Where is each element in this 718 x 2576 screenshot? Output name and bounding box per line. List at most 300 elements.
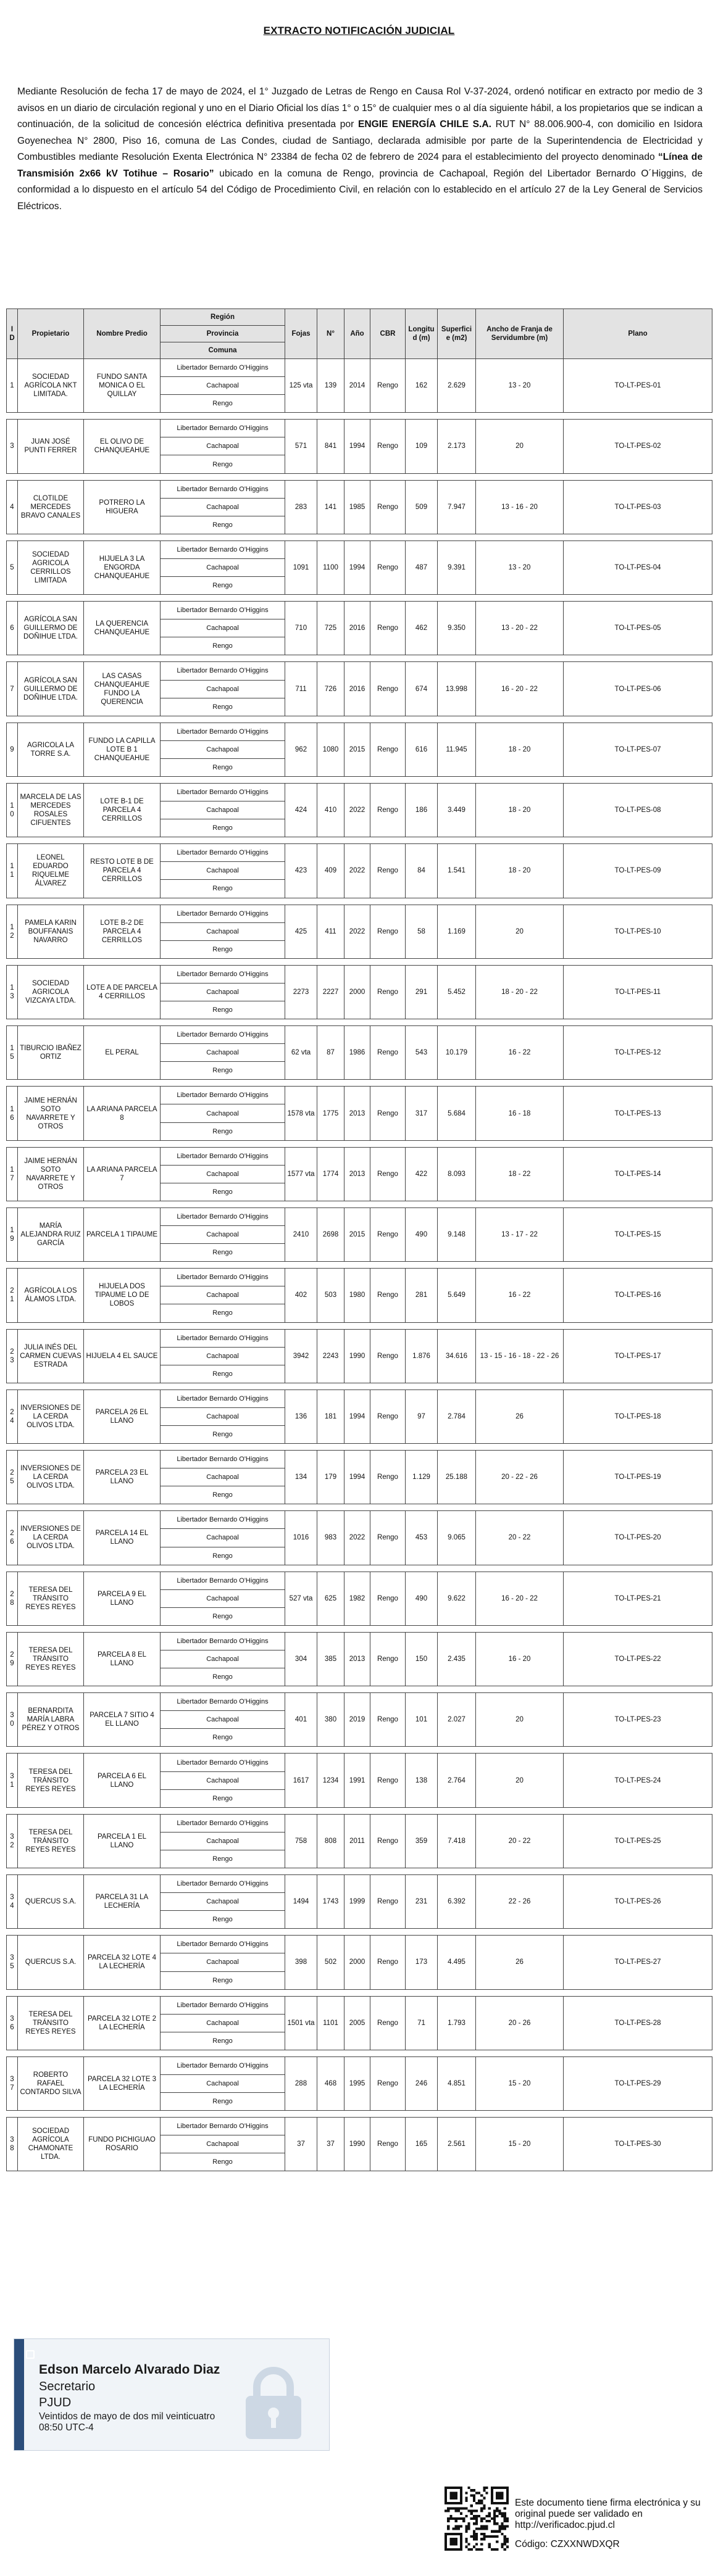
cell-region: Libertador Bernardo O'Higgins	[161, 1754, 285, 1771]
cell-region: Libertador Bernardo O'Higgins	[161, 602, 285, 619]
cell-num: 1234	[317, 1754, 344, 1807]
cell-fojas: 401	[285, 1693, 317, 1747]
cell-sup: 1.793	[438, 1996, 476, 2050]
cell-provincia: Cachapoal	[161, 1893, 285, 1911]
cell-franja: 13 - 20 - 22	[476, 602, 564, 655]
cell-anio: 1990	[344, 1329, 370, 1383]
row-spacer-cell	[7, 1686, 712, 1693]
cell-cbr: Rengo	[370, 783, 406, 837]
cell-cbr: Rengo	[370, 662, 406, 716]
row-spacer	[7, 1080, 712, 1087]
row-spacer-cell	[7, 716, 712, 723]
verification-code: Código: CZXXNWDXQR	[515, 2539, 620, 2549]
cell-region: Libertador Bernardo O'Higgins	[161, 723, 285, 740]
cell-region: Libertador Bernardo O'Higgins	[161, 783, 285, 801]
cell-region: Libertador Bernardo O'Higgins	[161, 662, 285, 680]
cell-anio: 2013	[344, 1632, 370, 1686]
cell-lon: 58	[406, 905, 438, 958]
cell-fojas: 758	[285, 1814, 317, 1868]
cell-plano: TO-LT-PES-20	[564, 1511, 712, 1565]
cell-num: 1100	[317, 540, 344, 594]
row-spacer	[7, 837, 712, 844]
cell-owner: ROBERTO RAFAEL CONTARDO SILVA	[18, 2056, 84, 2110]
cell-cbr: Rengo	[370, 2056, 406, 2110]
cell-owner: TERESA DEL TRÁNSITO REYES REYES	[18, 1754, 84, 1807]
cell-comuna: Rengo	[161, 637, 285, 655]
cell-region: Libertador Bernardo O'Higgins	[161, 1389, 285, 1407]
cell-cbr: Rengo	[370, 1996, 406, 2050]
row-spacer-cell	[7, 2050, 712, 2056]
cell-lon: 509	[406, 480, 438, 534]
cell-owner: SOCIEDAD AGRICOLA CERRILLOS LIMITADA	[18, 540, 84, 594]
row-spacer	[7, 958, 712, 965]
cell-predio: LA ARIANA PARCELA 8	[84, 1087, 161, 1140]
cell-sup: 9.148	[438, 1207, 476, 1261]
cell-lon: 173	[406, 1936, 438, 1989]
cell-region: Libertador Bernardo O'Higgins	[161, 2056, 285, 2074]
cell-predio: LOTE A DE PARCELA 4 CERRILLOS	[84, 965, 161, 1019]
cell-comuna: Rengo	[161, 1304, 285, 1322]
cell-sup: 1.169	[438, 905, 476, 958]
cell-region: Libertador Bernardo O'Higgins	[161, 844, 285, 862]
cell-fojas: 125 vta	[285, 359, 317, 413]
header-provincia: Provincia	[161, 326, 285, 342]
cell-cbr: Rengo	[370, 1754, 406, 1807]
cell-id: 12	[7, 905, 18, 958]
table-row	[7, 965, 712, 983]
cell-num: 468	[317, 2056, 344, 2110]
cell-predio: EL PERAL	[84, 1026, 161, 1080]
cell-comuna: Rengo	[161, 1244, 285, 1262]
cell-comuna: Rengo	[161, 455, 285, 473]
cell-franja: 13 - 15 - 16 - 18 - 22 - 26	[476, 1329, 564, 1383]
cell-sup: 7.418	[438, 1814, 476, 1868]
pjud-badge-icon	[26, 2350, 35, 2359]
cell-sup: 2.784	[438, 1389, 476, 1443]
table-row	[7, 844, 712, 862]
cell-lon: 246	[406, 2056, 438, 2110]
cell-sup: 2.173	[438, 420, 476, 473]
cell-comuna: Rengo	[161, 1607, 285, 1625]
cell-lon: 422	[406, 1147, 438, 1201]
row-spacer-cell	[7, 1019, 712, 1026]
row-spacer-cell	[7, 2111, 712, 2118]
cell-fojas: 283	[285, 480, 317, 534]
cell-region: Libertador Bernardo O'Higgins	[161, 1814, 285, 1832]
row-spacer	[7, 534, 712, 540]
cell-provincia: Cachapoal	[161, 1953, 285, 1971]
header-id: ID	[7, 309, 18, 359]
cell-num: 37	[317, 2118, 344, 2171]
row-spacer-cell	[7, 958, 712, 965]
cell-id: 5	[7, 540, 18, 594]
cell-fojas: 398	[285, 1936, 317, 1989]
cell-plano: TO-LT-PES-15	[564, 1207, 712, 1261]
cell-anio: 2022	[344, 905, 370, 958]
cell-owner: MARÍA ALEJANDRA RUIZ GARCÍA	[18, 1207, 84, 1261]
cell-lon: 674	[406, 662, 438, 716]
cell-id: 10	[7, 783, 18, 837]
row-spacer-cell	[7, 1565, 712, 1572]
row-spacer-cell	[7, 1625, 712, 1632]
row-spacer	[7, 1625, 712, 1632]
row-spacer-cell	[7, 1262, 712, 1269]
intro-paragraph	[17, 84, 703, 215]
row-spacer	[7, 1747, 712, 1754]
cell-comuna: Rengo	[161, 1911, 285, 1929]
cell-region: Libertador Bernardo O'Higgins	[161, 1875, 285, 1893]
cell-sup: 2.629	[438, 359, 476, 413]
cell-owner: JUAN JOSÉ PUNTI FERRER	[18, 420, 84, 473]
cell-region: Libertador Bernardo O'Higgins	[161, 1329, 285, 1347]
cell-lon: 109	[406, 420, 438, 473]
cell-comuna: Rengo	[161, 880, 285, 898]
cell-fojas: 423	[285, 844, 317, 898]
cell-plano: TO-LT-PES-30	[564, 2118, 712, 2171]
cell-anio: 1980	[344, 1269, 370, 1322]
cell-num: 726	[317, 662, 344, 716]
cell-plano: TO-LT-PES-07	[564, 723, 712, 776]
cell-predio: PARCELA 31 LA LECHERÍA	[84, 1875, 161, 1929]
cell-sup: 7.947	[438, 480, 476, 534]
header-propietario: Propietario	[18, 309, 84, 359]
cell-comuna: Rengo	[161, 1122, 285, 1140]
cell-provincia: Cachapoal	[161, 740, 285, 758]
row-spacer-cell	[7, 1080, 712, 1087]
cell-owner: AGRÍCOLA SAN GUILLERMO DE DOÑIHUE LTDA.	[18, 602, 84, 655]
table-row	[7, 359, 712, 377]
cell-fojas: 1578 vta	[285, 1087, 317, 1140]
cell-comuna: Rengo	[161, 1547, 285, 1565]
row-spacer	[7, 2050, 712, 2056]
cell-predio: HIJUELA 3 LA ENGORDA CHANQUEAHUE	[84, 540, 161, 594]
header-numero: N°	[317, 309, 344, 359]
cell-comuna: Rengo	[161, 1365, 285, 1383]
cell-lon: 543	[406, 1026, 438, 1080]
cell-plano: TO-LT-PES-26	[564, 1875, 712, 1929]
cell-num: 1774	[317, 1147, 344, 1201]
cell-plano: TO-LT-PES-27	[564, 1936, 712, 1989]
cell-franja: 13 - 20	[476, 359, 564, 413]
cell-region: Libertador Bernardo O'Higgins	[161, 1207, 285, 1225]
cell-owner: LEONEL EDUARDO RIQUELME ÁLVAREZ	[18, 844, 84, 898]
cell-fojas: 711	[285, 662, 317, 716]
cell-num: 385	[317, 1632, 344, 1686]
cell-region: Libertador Bernardo O'Higgins	[161, 1936, 285, 1953]
cell-num: 2227	[317, 965, 344, 1019]
cell-lon: 317	[406, 1087, 438, 1140]
row-spacer	[7, 1989, 712, 1996]
header-comuna: Comuna	[161, 342, 285, 359]
cell-plano: TO-LT-PES-12	[564, 1026, 712, 1080]
signature-accent-bar	[14, 2339, 24, 2450]
cell-plano: TO-LT-PES-11	[564, 965, 712, 1019]
owners-table	[6, 309, 712, 2171]
cell-sup: 10.179	[438, 1026, 476, 1080]
cell-predio: LA ARIANA PARCELA 7	[84, 1147, 161, 1201]
cell-num: 139	[317, 359, 344, 413]
cell-owner: TIBURCIO IBAÑEZ ORTIZ	[18, 1026, 84, 1080]
cell-franja: 18 - 20	[476, 783, 564, 837]
cell-comuna: Rengo	[161, 395, 285, 413]
cell-fojas: 1501 vta	[285, 1996, 317, 2050]
cell-owner: AGRÍCOLA SAN GUILLERMO DE DOÑIHUE LTDA.	[18, 662, 84, 716]
intro-text-1: Mediante Resolución de fecha 17 de mayo de 2024, el 1° Juzgado de Letras de Rengo en Causa Rol V-37-2024, ordenó notificar en extracto por medio de 3 avisos en un diario de circulación regional y uno en el Diario Oficial los días 1° o 15° de cualquier mes o al día siguiente hábil, a los propietarios que se indican a continuación, de la solicitud de concesión eléctrica definitiva presentada por	[17, 86, 703, 130]
cell-franja: 20	[476, 420, 564, 473]
cell-comuna: Rengo	[161, 819, 285, 837]
cell-plano: TO-LT-PES-06	[564, 662, 712, 716]
cell-region: Libertador Bernardo O'Higgins	[161, 1026, 285, 1044]
cell-cbr: Rengo	[370, 1451, 406, 1504]
cell-predio: LA QUERENCIA CHANQUEAHUE	[84, 602, 161, 655]
cell-owner: TERESA DEL TRÁNSITO REYES REYES	[18, 1814, 84, 1868]
cell-anio: 1985	[344, 480, 370, 534]
cell-anio: 2013	[344, 1087, 370, 1140]
cell-cbr: Rengo	[370, 1511, 406, 1565]
row-spacer	[7, 473, 712, 480]
row-spacer	[7, 1868, 712, 1875]
cell-sup: 5.452	[438, 965, 476, 1019]
cell-anio: 2016	[344, 602, 370, 655]
cell-provincia: Cachapoal	[161, 680, 285, 698]
cell-provincia: Cachapoal	[161, 2074, 285, 2092]
cell-anio: 1994	[344, 540, 370, 594]
cell-sup: 6.392	[438, 1875, 476, 1929]
cell-num: 2698	[317, 1207, 344, 1261]
cell-id: 19	[7, 1207, 18, 1261]
cell-predio: LAS CASAS CHANQUEAHUE FUNDO LA QUERENCIA	[84, 662, 161, 716]
cell-id: 1	[7, 359, 18, 413]
cell-provincia: Cachapoal	[161, 1468, 285, 1486]
cell-num: 1080	[317, 723, 344, 776]
cell-franja: 16 - 22	[476, 1026, 564, 1080]
cell-owner: TERESA DEL TRÁNSITO REYES REYES	[18, 1572, 84, 1625]
cell-num: 1743	[317, 1875, 344, 1929]
table-row	[7, 1572, 712, 1589]
cell-plano: TO-LT-PES-10	[564, 905, 712, 958]
table-row	[7, 1693, 712, 1711]
cell-id: 23	[7, 1329, 18, 1383]
cell-predio: PARCELA 6 EL LLANO	[84, 1754, 161, 1807]
cell-franja: 18 - 20	[476, 844, 564, 898]
cell-region: Libertador Bernardo O'Higgins	[161, 965, 285, 983]
cell-owner: SOCIEDAD AGRÍCOLA NKT LIMITADA.	[18, 359, 84, 413]
cell-owner: AGRÍCOLA LOS ÁLAMOS LTDA.	[18, 1269, 84, 1322]
cell-cbr: Rengo	[370, 420, 406, 473]
cell-anio: 1994	[344, 1451, 370, 1504]
cell-anio: 2005	[344, 1996, 370, 2050]
row-spacer-cell	[7, 1807, 712, 1814]
cell-owner: TERESA DEL TRÁNSITO REYES REYES	[18, 1996, 84, 2050]
verification-text: Este documento tiene firma electrónica y su original puede ser validado en http://verificadoc.pjud.cl	[515, 2498, 701, 2530]
cell-lon: 291	[406, 965, 438, 1019]
cell-lon: 490	[406, 1572, 438, 1625]
cell-lon: 1.129	[406, 1451, 438, 1504]
cell-fojas: 425	[285, 905, 317, 958]
cell-cbr: Rengo	[370, 1693, 406, 1747]
cell-cbr: Rengo	[370, 1207, 406, 1261]
cell-franja: 20 - 26	[476, 1996, 564, 2050]
table-body	[7, 359, 712, 2171]
cell-lon: 453	[406, 1511, 438, 1565]
cell-owner: INVERSIONES DE LA CERDA OLIVOS LTDA.	[18, 1389, 84, 1443]
cell-cbr: Rengo	[370, 1875, 406, 1929]
cell-franja: 20	[476, 1693, 564, 1747]
row-spacer-cell	[7, 534, 712, 540]
cell-fojas: 424	[285, 783, 317, 837]
cell-owner: SOCIEDAD AGRICOLA VIZCAYA LTDA.	[18, 965, 84, 1019]
cell-sup: 5.684	[438, 1087, 476, 1140]
cell-id: 13	[7, 965, 18, 1019]
cell-predio: PARCELA 9 EL LLANO	[84, 1572, 161, 1625]
cell-predio: PARCELA 14 EL LLANO	[84, 1511, 161, 1565]
cell-fojas: 527 vta	[285, 1572, 317, 1625]
cell-id: 31	[7, 1754, 18, 1807]
cell-lon: 487	[406, 540, 438, 594]
cell-anio: 2000	[344, 1936, 370, 1989]
cell-franja: 18 - 20 - 22	[476, 965, 564, 1019]
cell-owner: PAMELA KARIN BOUFFANAIS NAVARRO	[18, 905, 84, 958]
cell-franja: 18 - 22	[476, 1147, 564, 1201]
table-row	[7, 602, 712, 619]
cell-sup: 2.561	[438, 2118, 476, 2171]
cell-lon: 84	[406, 844, 438, 898]
cell-region: Libertador Bernardo O'Higgins	[161, 1572, 285, 1589]
cell-lon: 162	[406, 359, 438, 413]
cell-lon: 186	[406, 783, 438, 837]
cell-lon: 616	[406, 723, 438, 776]
cell-id: 35	[7, 1936, 18, 1989]
row-spacer	[7, 776, 712, 783]
row-spacer-cell	[7, 776, 712, 783]
cell-region: Libertador Bernardo O'Higgins	[161, 1632, 285, 1650]
table-row	[7, 1269, 712, 1286]
cell-id: 15	[7, 1026, 18, 1080]
table-row	[7, 1814, 712, 1832]
cell-num: 141	[317, 480, 344, 534]
cell-anio: 2019	[344, 1693, 370, 1747]
cell-comuna: Rengo	[161, 1062, 285, 1080]
cell-id: 28	[7, 1572, 18, 1625]
cell-num: 1101	[317, 1996, 344, 2050]
cell-plano: TO-LT-PES-14	[564, 1147, 712, 1201]
cell-lon: 231	[406, 1875, 438, 1929]
cell-region: Libertador Bernardo O'Higgins	[161, 1451, 285, 1468]
cell-predio: PARCELA 23 EL LLANO	[84, 1451, 161, 1504]
cell-num: 1775	[317, 1087, 344, 1140]
cell-plano: TO-LT-PES-01	[564, 359, 712, 413]
cell-id: 34	[7, 1875, 18, 1929]
company-name: ENGIE ENERGÍA CHILE S.A.	[357, 119, 491, 130]
cell-region: Libertador Bernardo O'Higgins	[161, 540, 285, 558]
cell-sup: 2.764	[438, 1754, 476, 1807]
cell-cbr: Rengo	[370, 905, 406, 958]
table-row	[7, 1329, 712, 1347]
cell-region: Libertador Bernardo O'Higgins	[161, 1693, 285, 1711]
cell-plano: TO-LT-PES-02	[564, 420, 712, 473]
cell-anio: 1990	[344, 2118, 370, 2171]
table-row	[7, 540, 712, 558]
cell-fojas: 1494	[285, 1875, 317, 1929]
header-fojas: Fojas	[285, 309, 317, 359]
cell-plano: TO-LT-PES-25	[564, 1814, 712, 1868]
cell-anio: 1994	[344, 1389, 370, 1443]
cell-owner: AGRICOLA LA TORRE S.A.	[18, 723, 84, 776]
row-spacer	[7, 2111, 712, 2118]
table-row	[7, 1875, 712, 1893]
cell-predio: POTRERO LA HIGUERA	[84, 480, 161, 534]
cell-id: 30	[7, 1693, 18, 1747]
cell-num: 625	[317, 1572, 344, 1625]
signature-date-line1: Veintidos de mayo de dos mil veinticuatro	[39, 2411, 215, 2422]
cell-id: 11	[7, 844, 18, 898]
header-superficie: Superficie (m2)	[438, 309, 476, 359]
cell-cbr: Rengo	[370, 602, 406, 655]
cell-fojas: 134	[285, 1451, 317, 1504]
cell-franja: 26	[476, 1936, 564, 1989]
cell-cbr: Rengo	[370, 844, 406, 898]
cell-anio: 2011	[344, 1814, 370, 1868]
cell-lon: 462	[406, 602, 438, 655]
cell-plano: TO-LT-PES-05	[564, 602, 712, 655]
cell-predio: PARCELA 26 EL LLANO	[84, 1389, 161, 1443]
cell-anio: 2022	[344, 783, 370, 837]
cell-cbr: Rengo	[370, 359, 406, 413]
cell-provincia: Cachapoal	[161, 922, 285, 940]
cell-id: 37	[7, 2056, 18, 2110]
cell-provincia: Cachapoal	[161, 437, 285, 455]
cell-sup: 1.541	[438, 844, 476, 898]
cell-comuna: Rengo	[161, 758, 285, 776]
cell-num: 503	[317, 1269, 344, 1322]
cell-region: Libertador Bernardo O'Higgins	[161, 1996, 285, 2014]
cell-sup: 13.998	[438, 662, 476, 716]
cell-id: 25	[7, 1451, 18, 1504]
cell-plano: TO-LT-PES-09	[564, 844, 712, 898]
cell-comuna: Rengo	[161, 516, 285, 534]
cell-lon: 97	[406, 1389, 438, 1443]
cell-comuna: Rengo	[161, 1789, 285, 1807]
cell-comuna: Rengo	[161, 2093, 285, 2111]
row-spacer	[7, 1444, 712, 1451]
cell-sup: 9.065	[438, 1511, 476, 1565]
cell-region: Libertador Bernardo O'Higgins	[161, 1269, 285, 1286]
cell-franja: 20 - 22 - 26	[476, 1451, 564, 1504]
cell-fojas: 1091	[285, 540, 317, 594]
cell-predio: FUNDO SANTA MONICA O EL QUILLAY	[84, 359, 161, 413]
cell-provincia: Cachapoal	[161, 1832, 285, 1850]
row-spacer	[7, 898, 712, 905]
table-row	[7, 1451, 712, 1468]
table-row	[7, 723, 712, 740]
table-row	[7, 1389, 712, 1407]
cell-predio: PARCELA 8 EL LLANO	[84, 1632, 161, 1686]
cell-fojas: 402	[285, 1269, 317, 1322]
cell-anio: 2015	[344, 723, 370, 776]
cell-sup: 2.435	[438, 1632, 476, 1686]
cell-id: 36	[7, 1996, 18, 2050]
cell-num: 87	[317, 1026, 344, 1080]
cell-sup: 9.622	[438, 1572, 476, 1625]
cell-provincia: Cachapoal	[161, 1226, 285, 1244]
cell-franja: 16 - 20	[476, 1632, 564, 1686]
cell-region: Libertador Bernardo O'Higgins	[161, 359, 285, 377]
cell-fojas: 1577 vta	[285, 1147, 317, 1201]
row-spacer-cell	[7, 1201, 712, 1207]
cell-id: 7	[7, 662, 18, 716]
row-spacer	[7, 1807, 712, 1814]
cell-num: 841	[317, 420, 344, 473]
